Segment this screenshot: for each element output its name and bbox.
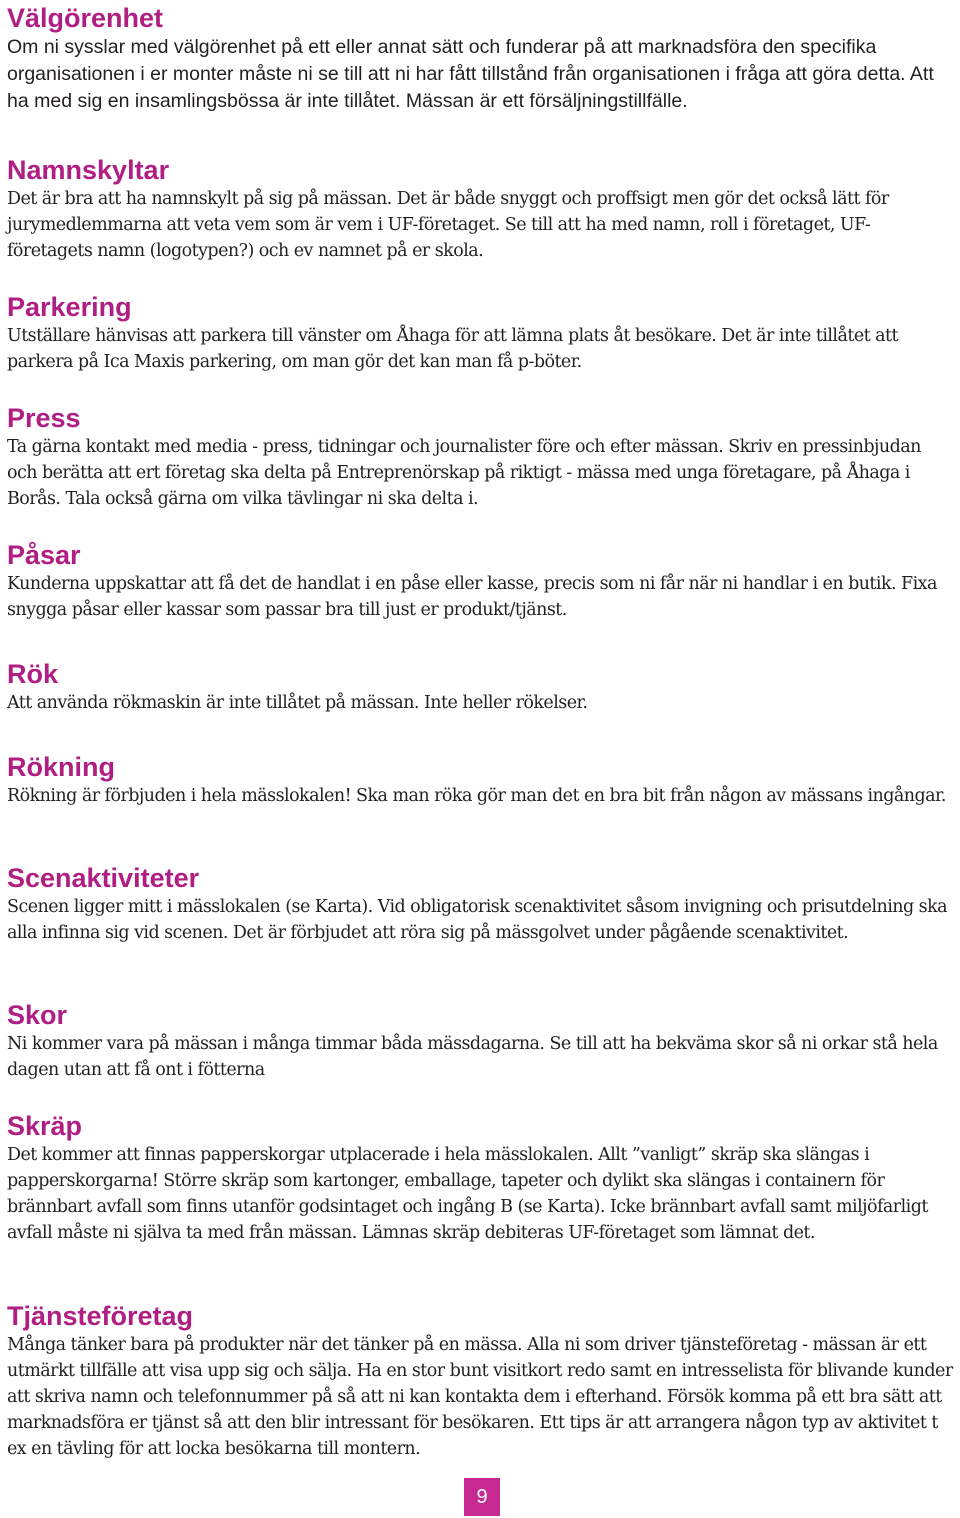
section-heading: Scenaktiviteter [7, 863, 200, 893]
section-valgorenhet [7, 2, 953, 115]
section-scenaktiviteter [7, 862, 953, 946]
section-heading: Rök [7, 659, 59, 689]
section-body: Det kommer att finnas papperskorgar utplacerade i hela mässlokalen. Allt ”vanligt” skräp ska slängas i papperskorgarna! Större skräp som kartonger, emballage, tapeter och dylikt ska slängas i containern för brännbart avfall som finns utanför godsintaget och ingång B (se Karta). Icke brännbart avfall samt miljöfarligt avfall måste ni själva ta med från mässan. Lämnas skräp debiteras UF-företaget som lämnat det. [7, 1145, 928, 1243]
section-namnskyltar [7, 154, 953, 264]
section-skrap [7, 1110, 953, 1246]
section-body: Kunderna uppskattar att få det de handlat i en påse eller kasse, precis som ni får när ni handlar i en butik. Fixa snygga påsar eller kassar som passar bra till just er produkt/tjänst. [7, 574, 937, 620]
page-number-badge: 9 [464, 1478, 500, 1516]
section-heading: Tjänsteföretag [7, 1301, 194, 1331]
section-heading: Rökning [7, 752, 115, 782]
section-rok [7, 658, 953, 716]
section-heading: Påsar [7, 540, 81, 570]
section-body: Det är bra att ha namnskylt på sig på mässan. Det är både snyggt och proffsigt men gör det också lätt för jurymedlemmarna att veta vem som är vem i UF-företaget. Se till att ha med namn, roll i företaget, UF-företagets namn (logotypen?) och ev namnet på er skola. [7, 189, 889, 261]
section-body: Rökning är förbjuden i hela mässlokalen! Ska man röka gör man det en bra bit från någon av mässans ingångar. [7, 786, 946, 806]
section-body: Att använda rökmaskin är inte tillåtet på mässan. Inte heller rökelser. [7, 693, 588, 713]
section-heading: Parkering [7, 292, 132, 322]
section-heading: Namnskyltar [7, 155, 170, 185]
section-heading: Skräp [7, 1111, 83, 1141]
section-body: Ni kommer vara på mässan i många timmar båda mässdagarna. Se till att ha bekväma skor så ni orkar stå hela dagen utan att få ont i fötterna [7, 1034, 938, 1080]
section-heading: Skor [7, 1000, 68, 1030]
section-body: Scenen ligger mitt i mässlokalen (se Karta). Vid obligatorisk scenaktivitet såsom invigning och prisutdelning ska alla infinna sig vid scenen. Det är förbjudet att röra sig på mässgolvet under pågående scenaktivitet. [7, 897, 948, 943]
section-tjansteforetag [7, 1300, 953, 1462]
section-pasar [7, 539, 953, 623]
section-press [7, 402, 953, 512]
section-heading: Press [7, 403, 81, 433]
section-parkering [7, 291, 953, 375]
section-skor [7, 999, 953, 1083]
section-body: Många tänker bara på produkter när det tänker på en mässa. Alla ni som driver tjänsteföretag - mässan är ett utmärkt tillfälle att visa upp sig och sälja. Ha en stor bunt visitkort redo samt en intresselista för blivande kunder att skriva namn och telefonnummer på så att ni kan kontakta dem i efterhand. Försök komma på ett bra sätt att marknadsföra er tjänst så att den blir intressant för besökaren. Ett tips är att arrangera någon typ av aktivitet t ex en tävling för att locka besökarna till montern. [7, 1335, 953, 1459]
section-body: Ta gärna kontakt med media - press, tidningar och journalister före och efter mässan. Skriv en pressinbjudan och berätta att ert företag ska delta på Entreprenörskap på riktigt - mässa med unga företagare, på Åhaga i Borås. Tala också gärna om vilka tävlingar ni ska delta i. [7, 437, 921, 509]
section-body: Om ni sysslar med välgörenhet på ett eller annat sätt och funderar på att marknadsföra den specifika organisationen i er monter måste ni se till att ni har fått tillstånd från organisationen i fråga att göra detta. Att ha med sig en insamlingsbössa är inte tillåtet. Mässan är ett försäljningstillfälle. [7, 36, 934, 112]
section-body: Utställare hänvisas att parkera till vänster om Åhaga för att lämna plats åt besökare. Det är inte tillåtet att parkera på Ica Maxis parkering, om man gör det kan man få p-böter. [7, 326, 898, 372]
section-heading: Välgörenhet [7, 3, 164, 33]
section-rokning [7, 751, 953, 809]
